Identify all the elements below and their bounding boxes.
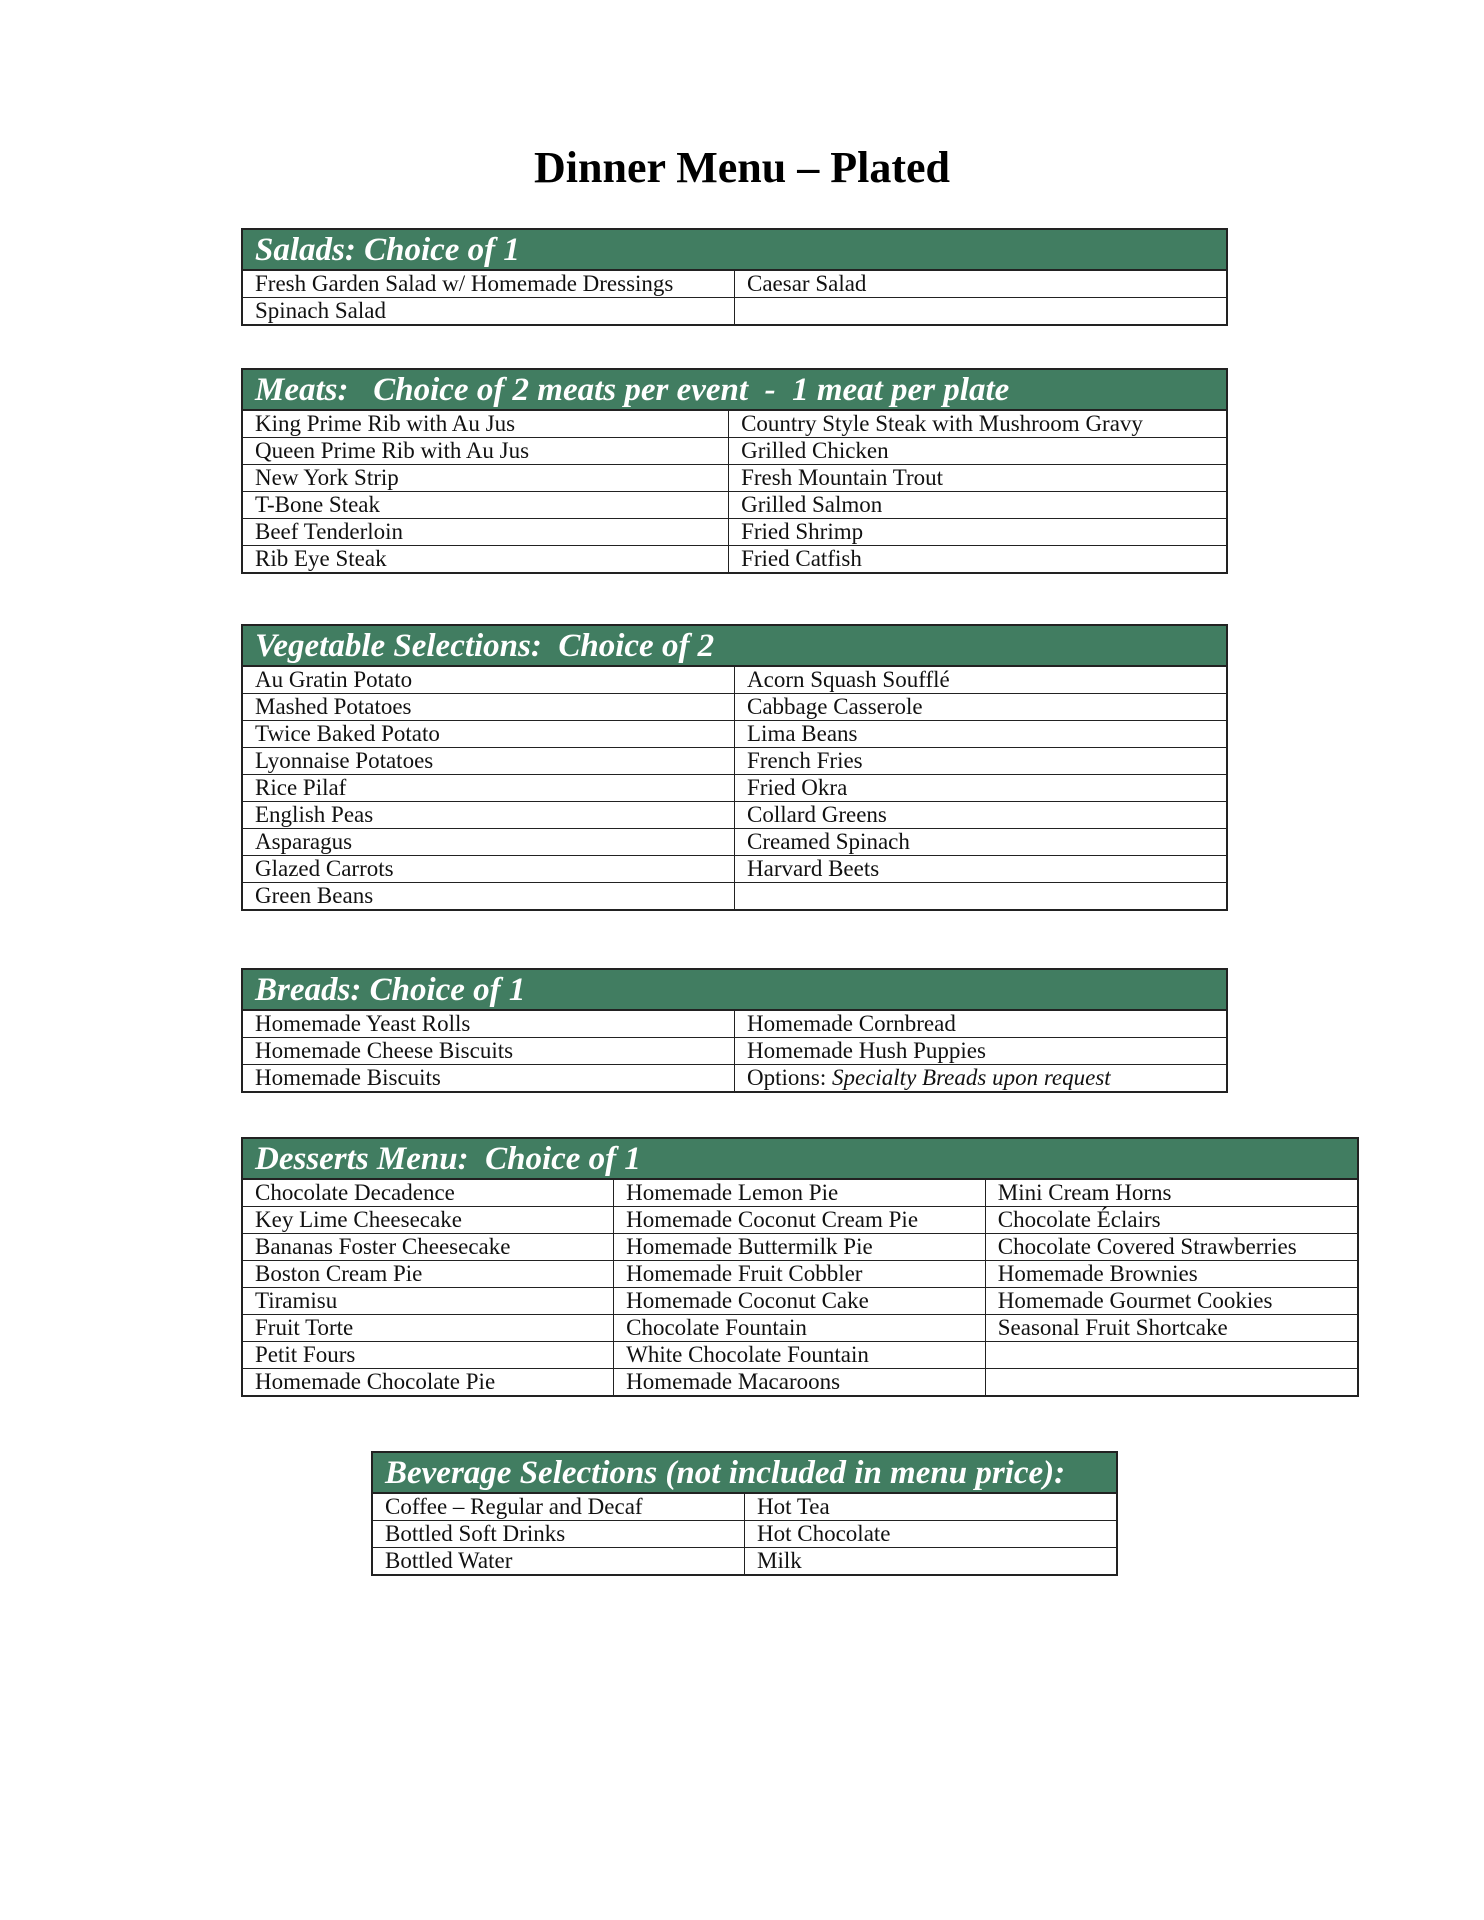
menu-item: Country Style Steak with Mushroom Gravy xyxy=(729,410,1227,438)
page-title: Dinner Menu – Plated xyxy=(534,143,950,192)
table-row xyxy=(242,1369,1358,1397)
breads-header: Breads: Choice of 1 xyxy=(242,969,1227,1010)
table-row xyxy=(242,1342,1358,1369)
table-row xyxy=(372,1548,1117,1576)
menu-item: Bottled Soft Drinks xyxy=(372,1521,745,1548)
menu-item: Au Gratin Potato xyxy=(242,666,735,694)
menu-item: Fried Catfish xyxy=(729,546,1227,574)
menu-item: Green Beans xyxy=(242,883,735,911)
menu-item: Asparagus xyxy=(242,829,735,856)
table-row xyxy=(242,465,1227,492)
menu-item: Twice Baked Potato xyxy=(242,721,735,748)
options-text: Specialty Breads upon request xyxy=(831,1065,1111,1090)
menu-item: Harvard Beets xyxy=(735,856,1228,883)
menu-item: Lyonnaise Potatoes xyxy=(242,748,735,775)
menu-item: Lima Beans xyxy=(735,721,1228,748)
menu-item: Chocolate Decadence xyxy=(242,1179,614,1207)
table-row xyxy=(242,519,1227,546)
menu-item: Homemade Gourmet Cookies xyxy=(985,1288,1358,1315)
menu-item: Fresh Garden Salad w/ Homemade Dressings xyxy=(242,270,735,298)
bread-options xyxy=(735,1065,1228,1093)
menu-item: Homemade Fruit Cobbler xyxy=(614,1261,986,1288)
table-row xyxy=(242,546,1227,574)
menu-item: French Fries xyxy=(735,748,1228,775)
menu-item: Beef Tenderloin xyxy=(242,519,729,546)
salads-header: Salads: Choice of 1 xyxy=(242,229,1227,270)
menu-item: Homemade Biscuits xyxy=(242,1065,735,1093)
menu-item: Fried Shrimp xyxy=(729,519,1227,546)
menu-item: Key Lime Cheesecake xyxy=(242,1207,614,1234)
table-row xyxy=(242,666,1227,694)
salads-table xyxy=(241,228,1228,326)
beverages-header: Beverage Selections (not included in menu price): xyxy=(372,1452,1117,1493)
menu-item: Bottled Water xyxy=(372,1548,745,1576)
table-row xyxy=(242,883,1227,911)
menu-item: Mashed Potatoes xyxy=(242,694,735,721)
menu-item: Rib Eye Steak xyxy=(242,546,729,574)
table-row xyxy=(242,1261,1358,1288)
menu-item: Homemade Macaroons xyxy=(614,1369,986,1397)
vegetables-table xyxy=(241,624,1228,911)
menu-item: Petit Fours xyxy=(242,1342,614,1369)
options-label: Options: xyxy=(747,1065,832,1090)
table-row xyxy=(242,1010,1227,1038)
menu-item: Homemade Coconut Cream Pie xyxy=(614,1207,986,1234)
desserts-header: Desserts Menu: Choice of 1 xyxy=(242,1138,1358,1179)
menu-item: T-Bone Steak xyxy=(242,492,729,519)
table-row xyxy=(242,1207,1358,1234)
desserts-table xyxy=(241,1137,1359,1397)
table-row xyxy=(242,270,1227,298)
menu-item: Chocolate Fountain xyxy=(614,1315,986,1342)
table-row xyxy=(242,856,1227,883)
table-row xyxy=(242,298,1227,326)
menu-item: Fried Okra xyxy=(735,775,1228,802)
menu-item: Bananas Foster Cheesecake xyxy=(242,1234,614,1261)
menu-item: Hot Tea xyxy=(745,1493,1118,1521)
menu-item: Acorn Squash Soufflé xyxy=(735,666,1228,694)
menu-item: Homemade Yeast Rolls xyxy=(242,1010,735,1038)
table-row xyxy=(242,1065,1227,1093)
menu-item: Homemade Hush Puppies xyxy=(735,1038,1228,1065)
menu-item: Chocolate Éclairs xyxy=(985,1207,1358,1234)
table-row xyxy=(242,775,1227,802)
menu-item: Grilled Salmon xyxy=(729,492,1227,519)
menu-item: Glazed Carrots xyxy=(242,856,735,883)
beverages-table xyxy=(371,1451,1118,1576)
menu-item xyxy=(985,1342,1358,1369)
menu-item: Homemade Cheese Biscuits xyxy=(242,1038,735,1065)
meats-header: Meats: Choice of 2 meats per event - 1 meat per plate xyxy=(242,369,1227,410)
menu-item: English Peas xyxy=(242,802,735,829)
table-row xyxy=(242,1288,1358,1315)
menu-item: Hot Chocolate xyxy=(745,1521,1118,1548)
menu-item: Tiramisu xyxy=(242,1288,614,1315)
menu-item: Creamed Spinach xyxy=(735,829,1228,856)
menu-item: Rice Pilaf xyxy=(242,775,735,802)
menu-item: Coffee – Regular and Decaf xyxy=(372,1493,745,1521)
menu-item: New York Strip xyxy=(242,465,729,492)
menu-item: Chocolate Covered Strawberries xyxy=(985,1234,1358,1261)
table-row xyxy=(242,410,1227,438)
table-row xyxy=(242,1315,1358,1342)
menu-item: Cabbage Casserole xyxy=(735,694,1228,721)
menu-item: Caesar Salad xyxy=(735,270,1228,298)
vegetables-header: Vegetable Selections: Choice of 2 xyxy=(242,625,1227,666)
menu-item: Homemade Cornbread xyxy=(735,1010,1228,1038)
menu-item: King Prime Rib with Au Jus xyxy=(242,410,729,438)
menu-item: Seasonal Fruit Shortcake xyxy=(985,1315,1358,1342)
menu-item: Milk xyxy=(745,1548,1118,1576)
menu-item xyxy=(985,1369,1358,1397)
menu-item: Collard Greens xyxy=(735,802,1228,829)
menu-item: Homemade Brownies xyxy=(985,1261,1358,1288)
table-row xyxy=(242,829,1227,856)
menu-item: Fruit Torte xyxy=(242,1315,614,1342)
table-row xyxy=(372,1521,1117,1548)
table-row xyxy=(242,1234,1358,1261)
menu-item xyxy=(735,298,1228,326)
menu-item: Fresh Mountain Trout xyxy=(729,465,1227,492)
table-row xyxy=(242,748,1227,775)
breads-table xyxy=(241,968,1228,1093)
menu-item: Grilled Chicken xyxy=(729,438,1227,465)
menu-item: Mini Cream Horns xyxy=(985,1179,1358,1207)
menu-item: Homemade Chocolate Pie xyxy=(242,1369,614,1397)
table-row xyxy=(242,802,1227,829)
menu-item: Homemade Buttermilk Pie xyxy=(614,1234,986,1261)
table-row xyxy=(242,694,1227,721)
table-row xyxy=(242,1179,1358,1207)
menu-item: Boston Cream Pie xyxy=(242,1261,614,1288)
table-row xyxy=(242,721,1227,748)
table-row xyxy=(242,1038,1227,1065)
menu-item: White Chocolate Fountain xyxy=(614,1342,986,1369)
table-row xyxy=(242,492,1227,519)
table-row xyxy=(242,438,1227,465)
menu-item: Spinach Salad xyxy=(242,298,735,326)
menu-item: Queen Prime Rib with Au Jus xyxy=(242,438,729,465)
meats-table xyxy=(241,368,1228,574)
menu-item: Homemade Lemon Pie xyxy=(614,1179,986,1207)
menu-item: Homemade Coconut Cake xyxy=(614,1288,986,1315)
table-row xyxy=(372,1493,1117,1521)
menu-item xyxy=(735,883,1228,911)
